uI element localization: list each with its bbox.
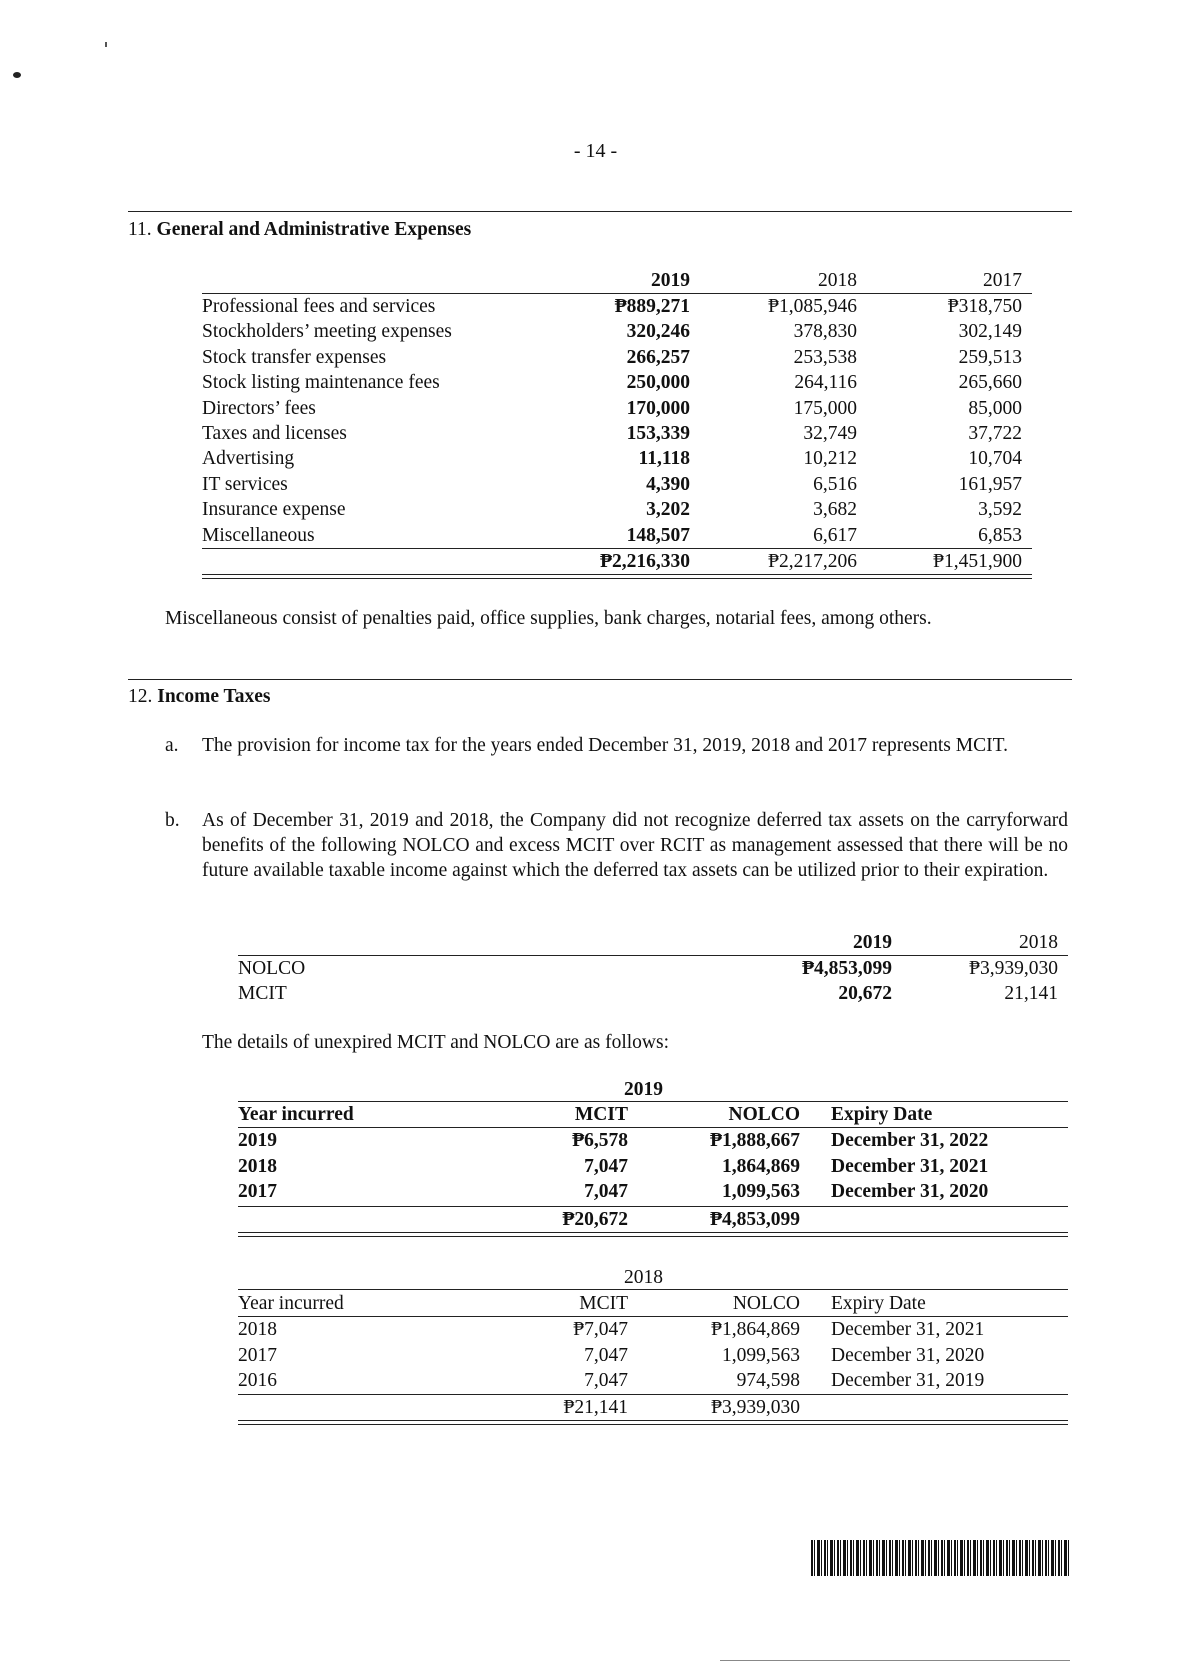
table-2019-total-row [0,1207,1191,1232]
expense-value-2018: ₱1,085,946 [768,296,857,317]
item-a-marker: a. [165,735,179,756]
expenses-total-row [0,549,1191,574]
expense-value-2019: 266,257 [626,346,690,368]
expense-value-2018: 264,116 [794,372,857,394]
table-2019-caption-row [0,1077,1191,1102]
expense-row [0,319,1191,344]
detail-expiry: December 31, 2021 [831,1319,985,1340]
detail-row [0,1368,1191,1393]
table-2019-caption: 2019 [624,1079,663,1100]
page-bottom-line [720,1660,1070,1661]
expenses-year-2017: 2017 [983,270,1022,291]
expenses-total-2018: ₱2,217,206 [768,551,857,572]
detail-nolco: ₱1,888,667 [710,1130,800,1151]
summary-header-row [0,930,1191,955]
table-2018-col-year: Year incurred [238,1293,344,1314]
detail-year: 2019 [238,1130,277,1151]
expense-value-2018: 10,212 [803,448,857,470]
summary-year-2019: 2019 [853,932,892,953]
expense-label: Directors’ fees [202,397,316,419]
table-2018-total-row [0,1395,1191,1420]
table-2018-col-nolco: NOLCO [732,1293,800,1314]
expenses-year-2018: 2018 [818,270,857,291]
expense-value-2019: 4,390 [646,473,690,495]
expenses-total-2017: ₱1,451,900 [933,551,1022,572]
expense-label: Miscellaneous [202,524,315,546]
expense-value-2017: 259,513 [958,346,1022,368]
expense-label: Stockholders’ meeting expenses [202,321,452,343]
expense-value-2018: 175,000 [793,397,857,419]
table-2018-caption-line [238,1289,1068,1290]
detail-expiry: December 31, 2022 [831,1130,989,1151]
page-number: - 14 - [573,140,618,162]
expense-label: Insurance expense [202,499,346,521]
expense-value-2018: 6,516 [813,473,857,495]
table-2019-total-mcit: ₱20,672 [562,1209,628,1230]
item-a-text: The provision for income tax for the years ended December 31, 2019, 2018 and 2017 represents MCIT. [202,735,1008,756]
expense-row [0,523,1191,548]
expense-value-2019: 170,000 [626,397,690,419]
expense-value-2018: 3,682 [813,499,857,521]
table-2018-double-underline [238,1420,1068,1425]
expense-value-2017: ₱318,750 [947,296,1022,317]
section-12-title: Income Taxes [157,686,271,707]
detail-expiry: December 31, 2019 [831,1370,985,1391]
table-2018-col-expiry: Expiry Date [831,1293,926,1314]
detail-expiry: December 31, 2021 [831,1155,989,1177]
table-2019-col-nolco: NOLCO [728,1104,800,1125]
expense-row [0,370,1191,395]
item-b-marker: b. [165,810,180,831]
section-12-top-rule [128,679,1072,680]
detail-mcit: 7,047 [584,1344,628,1366]
detail-nolco: 1,864,869 [722,1155,800,1177]
detail-year: 2018 [238,1155,277,1177]
detail-row [0,1154,1191,1179]
expense-value-2017: 6,853 [978,524,1022,546]
summary-year-2018: 2018 [1019,932,1058,953]
table-2018-caption-row [0,1265,1191,1290]
scan-mark [13,72,21,78]
detail-year: 2016 [238,1370,277,1391]
expense-value-2018: 32,749 [803,423,857,444]
detail-row [0,1317,1191,1342]
expense-value-2019: 148,507 [626,524,690,546]
table-2019-col-year: Year incurred [238,1104,354,1125]
section-11-title: General and Administrative Expenses [156,219,472,240]
expense-value-2019: 11,118 [638,448,690,470]
details-intro: The details of unexpired MCIT and NOLCO are as follows: [202,1032,669,1053]
table-2019-header-row [0,1102,1191,1127]
table-2018-caption: 2018 [624,1267,663,1288]
detail-expiry: December 31, 2020 [831,1344,985,1366]
item-b-text: As of December 31, 2019 and 2018, the Company did not recognize deferred tax assets on the carryforward benefits of the following NOLCO and excess MCIT over RCIT as management assessed that there will be no future available taxable income against which the deferred tax assets can be utilized prior to their expiration. [202,810,1068,881]
expense-row [0,446,1191,471]
expense-row [0,345,1191,370]
expense-value-2018: 378,830 [793,321,857,343]
table-2019-total-nolco: ₱4,853,099 [710,1209,800,1230]
summary-row [0,981,1191,1006]
expense-value-2018: 253,538 [793,346,857,368]
summary-label: MCIT [238,983,287,1004]
section-11-number: 11. [128,219,152,240]
expense-value-2018: 6,617 [813,524,857,546]
table-2018-header-row [0,1291,1191,1316]
detail-nolco: 1,099,563 [722,1344,800,1366]
summary-value-2018: ₱3,939,030 [969,958,1058,979]
expense-label: Advertising [202,448,295,470]
expenses-total-2019: ₱2,216,330 [600,551,690,572]
summary-value-2019: 20,672 [838,983,892,1004]
expense-label: Stock listing maintenance fees [202,372,440,394]
summary-row [0,956,1191,981]
expense-value-2017: 265,660 [958,372,1022,394]
expense-label: IT services [202,473,288,495]
expense-label: Professional fees and services [202,296,436,317]
detail-row [0,1343,1191,1368]
expense-value-2017: 3,592 [978,499,1022,521]
section-11-heading [128,219,471,241]
expense-value-2019: 3,202 [646,499,690,521]
expense-value-2019: 320,246 [626,321,690,343]
detail-row [0,1128,1191,1153]
expense-value-2019: 153,339 [626,423,690,444]
expense-value-2019: 250,000 [626,372,690,394]
expense-value-2017: 37,722 [968,423,1022,444]
detail-mcit: ₱7,047 [573,1319,628,1340]
summary-value-2018: 21,141 [1004,983,1058,1004]
expense-label: Stock transfer expenses [202,346,387,368]
section-12-heading [128,686,270,708]
table-2018-total-mcit: ₱21,141 [563,1397,628,1418]
summary-value-2019: ₱4,853,099 [802,958,892,979]
detail-year: 2017 [238,1344,277,1366]
expenses-header-row [0,268,1191,293]
expense-row [0,472,1191,497]
detail-nolco: ₱1,864,869 [711,1319,800,1340]
scan-tick [105,42,107,47]
table-2018-total-nolco: ₱3,939,030 [711,1397,800,1418]
misc-note: Miscellaneous consist of penalties paid, office supplies, bank charges, notarial fees, among others. [165,608,932,629]
expenses-year-2019: 2019 [651,270,690,291]
expenses-double-underline [202,574,1032,579]
summary-label: NOLCO [238,958,306,979]
expense-row [0,294,1191,319]
section-12-number: 12. [128,686,153,707]
expense-row [0,497,1191,522]
expense-value-2017: 302,149 [958,321,1022,343]
expense-label: Taxes and licenses [202,423,347,444]
expense-value-2019: ₱889,271 [614,296,690,317]
detail-year: 2018 [238,1319,277,1340]
detail-mcit: 7,047 [584,1181,628,1202]
detail-mcit: ₱6,578 [572,1130,628,1151]
barcode [811,1540,1070,1576]
table-2019-col-mcit: MCIT [574,1104,628,1125]
section-11-top-rule [128,211,1072,212]
detail-mcit: 7,047 [584,1370,628,1391]
detail-expiry: December 31, 2020 [831,1181,989,1202]
expense-value-2017: 161,957 [958,473,1022,495]
detail-mcit: 7,047 [584,1155,628,1177]
table-2019-double-underline [238,1232,1068,1237]
detail-year: 2017 [238,1181,277,1202]
detail-row [0,1179,1191,1204]
detail-nolco: 974,598 [736,1370,800,1391]
expense-value-2017: 85,000 [968,397,1022,419]
detail-nolco: 1,099,563 [722,1181,800,1202]
expense-value-2017: 10,704 [968,448,1022,470]
table-2019-col-expiry: Expiry Date [831,1104,933,1125]
table-2018-col-mcit: MCIT [579,1293,628,1314]
expense-row [0,396,1191,421]
expense-row [0,421,1191,446]
